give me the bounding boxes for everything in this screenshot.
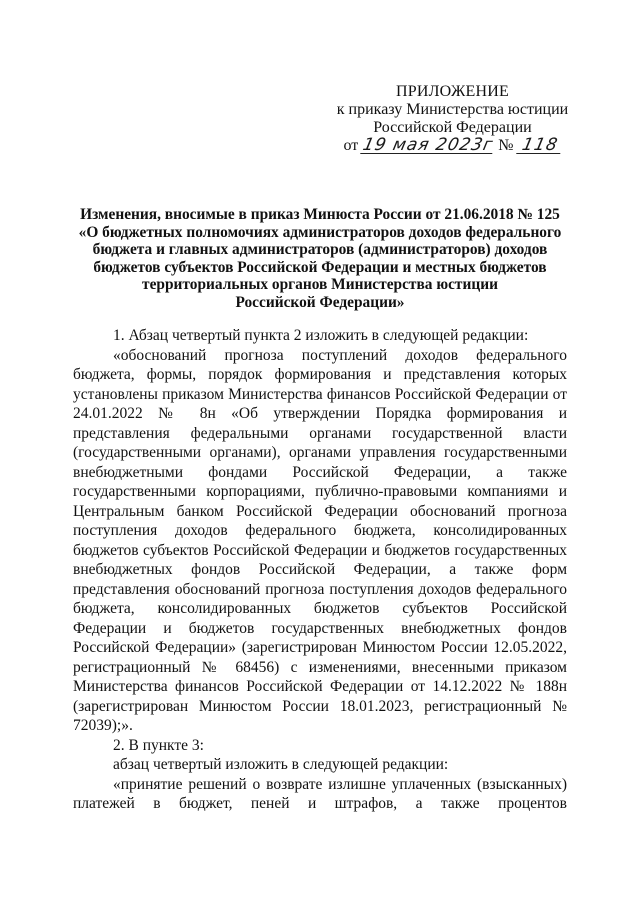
appendix-order-ref: к приказу Министерства юстиции [336,101,569,118]
heading-line-6: Российской Федерации» [235,293,405,311]
paragraph-4: абзац четвертый изложить в следующей редакции: [113,756,449,773]
number-label: № [498,137,514,154]
appendix-ministry: Российской Федерации [373,119,532,136]
appendix-block [330,83,575,155]
heading-line-2: «О бюджетных полномочиях администраторов доходов федерального [78,223,562,241]
heading-line-1: Изменения, вносимые в приказ Минюста России от 21.06.2018 № 125 [80,206,560,223]
paragraph-1: 1. Абзац четвертый пункта 2 изложить в следующей редакции: [113,327,529,344]
appendix-title: ПРИЛОЖЕНИЕ [395,83,509,100]
heading-line-4: бюджетов субъектов Российской Федерации и местных бюджетов [93,258,547,276]
paragraph-3: 2. В пункте 3: [113,736,204,754]
handwritten-number: 118 [516,137,564,154]
from-label: от [343,137,359,154]
heading-line-5: территориальных органов Министерства юстиции [142,276,498,293]
handwritten-date: 19 мая 2023г [361,135,496,155]
heading-line-3: бюджета и главных администраторов (администраторов) доходов [92,241,548,258]
document-heading [66,206,574,311]
document-body [73,326,567,814]
appendix-order-date-line [330,137,575,155]
paragraph-5: «принятие решений о возврате излишне уплаченных (взысканных) платежей в бюджет, пеней и штрафов, а также процентов [73,775,567,812]
paragraph-2: «обоснований прогноза поступлений доходов федерального бюджета, формы, порядок формирования и представления которых установлены приказом Министерства финансов Российской Федерации от 24.01.2022 № 8н «Об утверждении Порядка формирования и представления федеральными органами государственной власти (государственными органами), органами управления государственными внебюджетными фондами Российской Федерации, а также государственными корпорациями, публично-правовыми компаниями и Центральным банком Российской Федерации обоснований прогноза поступления доходов федерального бюджета, консолидированных бюджетов субъектов Российской Федерации и бюджетов государственных внебюджетных фондов Российской Федерации, а также форм представления обоснований прогноза поступления доходов федерального бюджета, консолидированных бюджетов субъектов Российской Федерации и бюджетов государственных внебюджетных фондов Российской Федерации» (зарегистрирован Минюстом России 12.05.2022, регистрационный № 68456) с изменениями, внесенными приказом Министерства финансов Российской Федерации от 14.12.2022 № 188н (зарегистрирован Минюстом России 18.01.2023, регистрационный № 72039);». [73,346,567,734]
